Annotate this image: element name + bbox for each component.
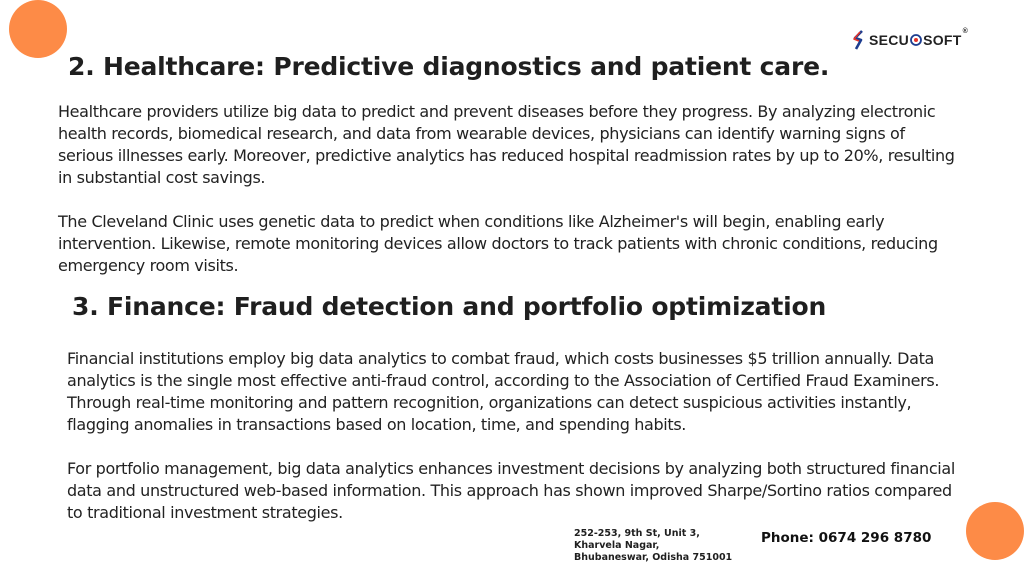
address-line: Kharvela Nagar, (574, 540, 660, 551)
address-line: Bhubaneswar, Odisha 751001 (574, 552, 733, 563)
healthcare-paragraph-1: Healthcare providers utilize big data to predict and prevent diseases before they progress. By analyzing electronic health records, biomedical research, and data from wearable devices, physicians can identify warning signs of serious illnesses early. Moreover, predictive analytics has reduced hospital readmission rates by up to 20%, resulting in substantial cost savings. (58, 102, 955, 187)
finance-paragraph-2: For portfolio management, big data analytics enhances investment decisions by analyzing both structured financial data and unstructured web-based information. This approach has shown improved Sharpe/Sortino ratios compared to traditional investment strategies. (67, 459, 955, 522)
footer-phone: Phone: 0674 296 8780 (761, 530, 932, 546)
healthcare-paragraph-2: The Cleveland Clinic uses genetic data to predict when conditions like Alzheimer's will begin, enabling early intervention. Likewise, remote monitoring devices allow doctors to track patients with chronic conditions, reducing emergency room visits. (58, 212, 938, 275)
address-line: 252-253, 9th St, Unit 3, (574, 528, 700, 539)
section-heading-finance: 3. Finance: Fraud detection and portfolio optimization (72, 292, 827, 321)
section-heading-healthcare: 2. Healthcare: Predictive diagnostics and patient care. (68, 52, 830, 81)
finance-paragraph-1: Financial institutions employ big data analytics to combat fraud, which costs businesses $5 trillion annually. Data analytics is the single most effective anti-fraud control, according to the Association of Certified Fraud Examiners. Through real-time monitoring and pattern recognition, organizations can detect suspicious activities instantly, flagging anomalies in transactions based on location, time, and spending habits. (67, 349, 940, 434)
decorative-circle-bottom-right (966, 502, 1024, 560)
brand-logo (852, 30, 968, 50)
decorative-circle-top-left (9, 0, 67, 58)
brand-wordmark: SECU SOFT® (869, 28, 969, 48)
logo-s-mark-icon (852, 30, 866, 50)
registered-mark: ® (962, 28, 969, 35)
footer-address (574, 528, 732, 564)
logo-shield-o-icon (910, 34, 922, 46)
